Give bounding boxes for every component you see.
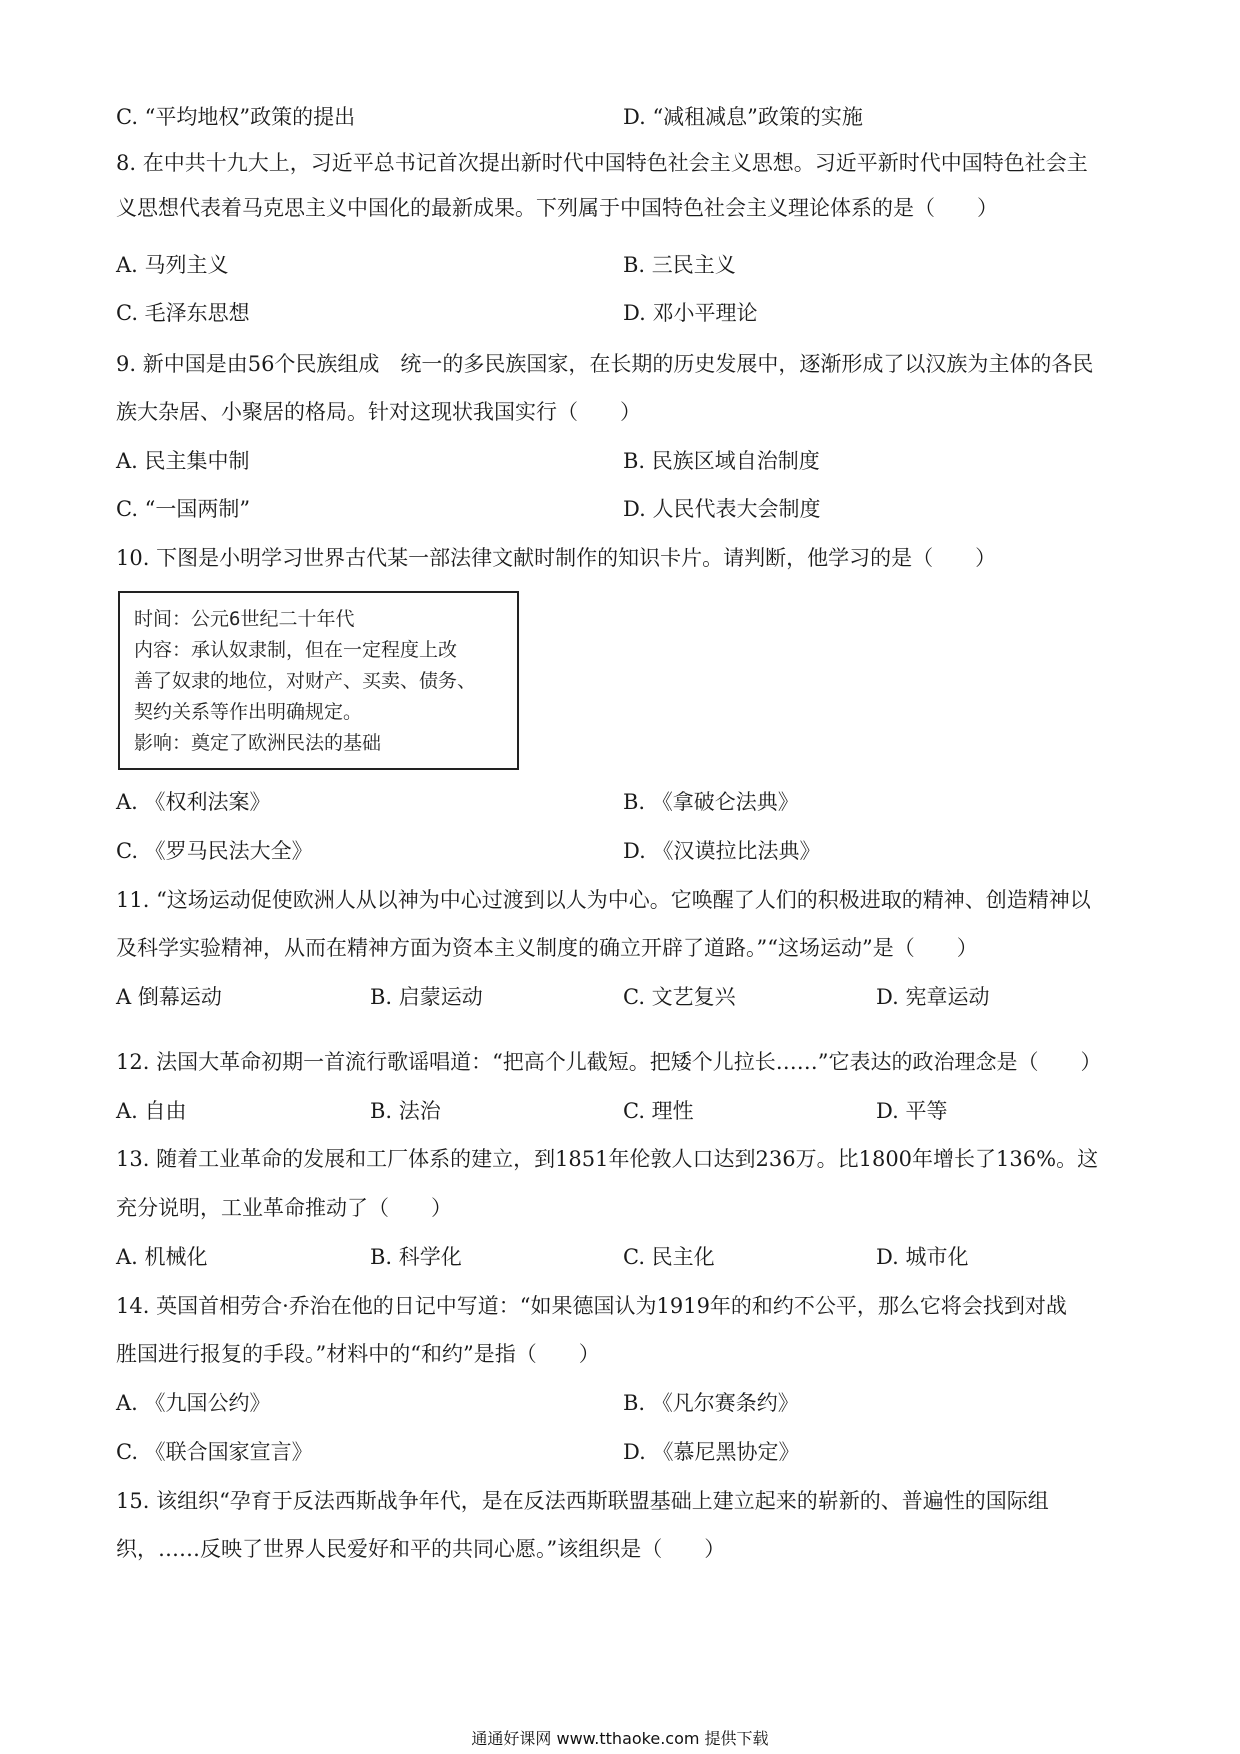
q12-option-c: C. 理性: [623, 1099, 694, 1123]
q14-option-c: C. 《联合国家宣言》: [116, 1440, 313, 1464]
q9-option-c: C. “一国两制”: [116, 497, 251, 521]
q14-option-d: D. 《慕尼黑协定》: [623, 1440, 800, 1464]
q13-option-d: D. 城市化: [876, 1245, 969, 1269]
card-line-content-2: 善了奴隶的地位，对财产、买卖、债务、: [134, 670, 477, 692]
q8-option-a: A. 马列主义: [116, 253, 229, 277]
q15-stem-line2: 织，……反映了世界人民爱好和平的共同心愿。”该组织是（ ）: [116, 1537, 726, 1561]
q8-option-b: B. 三民主义: [623, 253, 736, 277]
q14-option-a: A. 《九国公约》: [116, 1391, 271, 1415]
card-line-time: 时间：公元6世纪二十年代: [134, 608, 355, 630]
card-line-content-1: 内容：承认奴隶制，但在一定程度上改: [134, 639, 458, 661]
q14-stem-line1: 14. 英国首相劳合·乔治在他的日记中写道：“如果德国认为1919年的和约不公平，那么它将会找到对战: [116, 1294, 1067, 1318]
footer-source: 通通好课网 www.tthaoke.com 提供下载: [471, 1729, 769, 1748]
q10-option-b: B. 《拿破仑法典》: [623, 790, 799, 814]
q13-option-a: A. 机械化: [116, 1245, 208, 1269]
q8-stem-line2: 义思想代表着马克思主义中国化的最新成果。下列属于中国特色社会主义理论体系的是（ ）: [116, 196, 998, 220]
knowledge-card: [118, 591, 519, 770]
q15-stem-line1: 15. 该组织“孕育于反法西斯战争年代，是在反法西斯联盟基础上建立起来的崭新的、普遍性的国际组: [116, 1489, 1049, 1513]
q11-stem-line2: 及科学实验精神，从而在精神方面为资本主义制度的确立开辟了道路。”“这场运动”是（ ）: [116, 936, 978, 960]
q9-stem-line1: 9. 新中国是由56个民族组成 统一的多民族国家，在长期的历史发展中，逐渐形成了以汉族为主体的各民: [116, 352, 1094, 376]
q7-option-c: C. “平均地权”政策的提出: [116, 105, 356, 129]
q11-option-c: C. 文艺复兴: [623, 985, 736, 1009]
q13-option-b: B. 科学化: [370, 1245, 462, 1269]
q9-option-b: B. 民族区域自治制度: [623, 449, 820, 473]
q13-option-c: C. 民主化: [623, 1245, 715, 1269]
q11-option-d: D. 宪章运动: [876, 985, 990, 1009]
q10-option-d: D. 《汉谟拉比法典》: [623, 839, 821, 863]
q9-option-d: D. 人民代表大会制度: [623, 497, 821, 521]
q10-stem-line1: 10. 下图是小明学习世界古代某一部法律文献时制作的知识卡片。请判断，他学习的是（ ）: [116, 546, 997, 570]
q13-stem-line1: 13. 随着工业革命的发展和工厂体系的建立，到1851年伦敦人口达到236万。比1800年增长了136%。这: [116, 1147, 1099, 1171]
q11-option-a: A 倒幕运动: [116, 985, 222, 1009]
card-line-impact: 影响：奠定了欧洲民法的基础: [134, 732, 382, 754]
q14-stem-line2: 胜国进行报复的手段。”材料中的“和约”是指（ ）: [116, 1342, 600, 1366]
q10-option-c: C. 《罗马民法大全》: [116, 839, 313, 863]
q12-stem-line1: 12. 法国大革命初期一首流行歌谣唱道：“把高个儿截短。把矮个儿拉长……”它表达的政治理念是（ ）: [116, 1050, 1102, 1074]
q12-option-d: D. 平等: [876, 1099, 948, 1123]
q8-option-d: D. 邓小平理论: [623, 301, 758, 325]
q8-stem-line1: 8. 在中共十九大上，习近平总书记首次提出新时代中国特色社会主义思想。习近平新时代中国特色社会主: [116, 151, 1088, 175]
q11-option-b: B. 启蒙运动: [370, 985, 483, 1009]
q14-option-b: B. 《凡尔赛条约》: [623, 1391, 799, 1415]
q8-option-c: C. 毛泽东思想: [116, 301, 250, 325]
q12-option-a: A. 自由: [116, 1099, 187, 1123]
card-line-content-3: 契约关系等作出明确规定。: [134, 701, 363, 723]
q7-option-d: D. “减租减息”政策的实施: [623, 105, 863, 129]
q11-stem-line1: 11. “这场运动促使欧洲人从以神为中心过渡到以人为中心。它唤醒了人们的积极进取的精神、创造精神以: [116, 888, 1091, 912]
q9-option-a: A. 民主集中制: [116, 449, 250, 473]
q9-stem-line2: 族大杂居、小聚居的格局。针对这现状我国实行（ ）: [116, 400, 641, 424]
q10-option-a: A. 《权利法案》: [116, 790, 271, 814]
q13-stem-line2: 充分说明，工业革命推动了（ ）: [116, 1196, 452, 1220]
q12-option-b: B. 法治: [370, 1099, 441, 1123]
